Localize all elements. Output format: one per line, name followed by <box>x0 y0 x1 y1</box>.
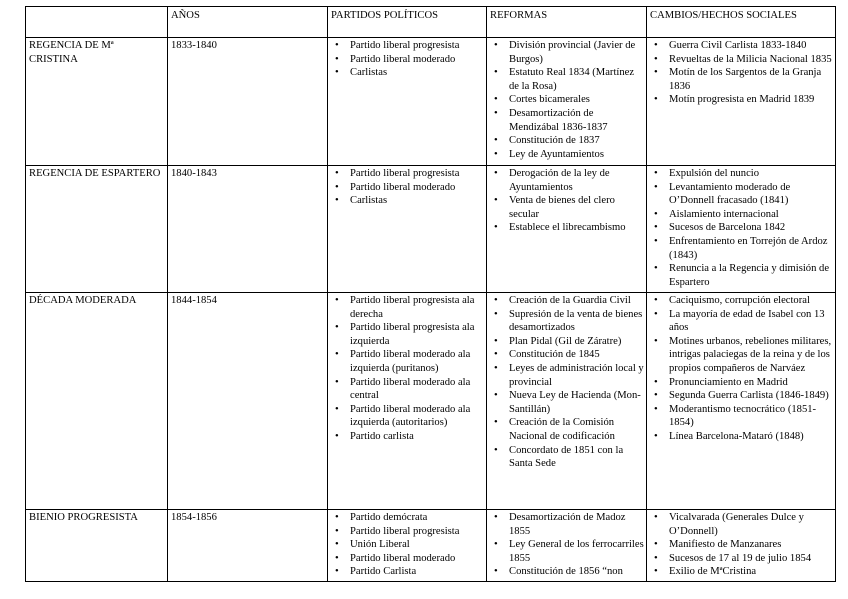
list-item: • Partido Carlista <box>331 565 484 579</box>
list-item: • Establece el librecambismo <box>490 221 644 235</box>
parties-cell <box>328 293 487 510</box>
list-item: • Desamortización de Mendizábal 1836-1837 <box>490 107 644 134</box>
list-item: • Desamortización de Madoz 1855 <box>490 511 644 538</box>
list-item: • Unión Liberal <box>331 538 484 552</box>
list-item: • Leyes de administración local y provincial <box>490 362 644 389</box>
table-row <box>26 293 836 510</box>
list-item: • Partido liberal progresista ala derecha <box>331 294 484 321</box>
list-item: • Motín de los Sargentos de la Granja 1836 <box>650 66 833 93</box>
list-item: • Guerra Civil Carlista 1833-1840 <box>650 39 833 53</box>
list-item: • Creación de la Guardia Civil <box>490 294 644 308</box>
list-item: • Partido liberal moderado ala izquierda (autoritarios) <box>331 403 484 430</box>
list-item: • Derogación de la ley de Ayuntamientos <box>490 167 644 194</box>
table-row <box>26 38 836 166</box>
social-changes-cell <box>647 166 836 293</box>
list-item: • Concordato de 1851 con la Santa Sede <box>490 444 644 471</box>
years-cell: 1844-1854 <box>168 293 328 510</box>
list-item: • Vicalvarada (Generales Dulce y O’Donnell) <box>650 511 833 538</box>
header-row <box>26 7 836 38</box>
list-item: • Ley de Ayuntamientos <box>490 148 644 162</box>
reforms-cell <box>487 510 647 582</box>
list-item: • Partido liberal progresista <box>331 167 484 181</box>
parties-cell <box>328 166 487 293</box>
list-item: • Expulsión del nuncio <box>650 167 833 181</box>
years-cell: 1854-1856 <box>168 510 328 582</box>
parties-cell <box>328 38 487 166</box>
list-item: • Manifiesto de Manzanares <box>650 538 833 552</box>
social-changes-cell <box>647 38 836 166</box>
list-item: • Venta de bienes del clero secular <box>490 194 644 221</box>
list-item: • Levantamiento moderado de O’Donnell fracasado (1841) <box>650 181 833 208</box>
list-item: • Partido liberal progresista <box>331 525 484 539</box>
header-cell-cambios: CAMBIOS/HECHOS SOCIALES <box>647 7 836 38</box>
list-item: • Línea Barcelona-Mataró (1848) <box>650 430 833 444</box>
list-item: • Enfrentamiento en Torrejón de Ardoz (1843) <box>650 235 833 262</box>
list-item: • Pronunciamiento en Madrid <box>650 376 833 390</box>
list-item: • Partido liberal progresista <box>331 39 484 53</box>
list-item: • Creación de la Comisión Nacional de codificación <box>490 416 644 443</box>
list-item: • Constitución de 1837 <box>490 134 644 148</box>
parties-cell <box>328 510 487 582</box>
list-item: • Revueltas de la Milicia Nacional 1835 <box>650 53 833 67</box>
list-item: • Estatuto Real 1834 (Martínez de la Rosa) <box>490 66 644 93</box>
years-cell: 1833-1840 <box>168 38 328 166</box>
table-row <box>26 510 836 582</box>
reforms-cell <box>487 166 647 293</box>
history-table <box>25 6 836 582</box>
table-row <box>26 166 836 293</box>
list-item: • Ley General de los ferrocarriles 1855 <box>490 538 644 565</box>
list-item: • División provincial (Javier de Burgos) <box>490 39 644 66</box>
list-item: • Caciquismo, corrupción electoral <box>650 294 833 308</box>
list-item: • Sucesos de 17 al 19 de julio 1854 <box>650 552 833 566</box>
list-item: • Partido carlista <box>331 430 484 444</box>
list-item: • Supresión de la venta de bienes desamortizados <box>490 308 644 335</box>
years-cell: 1840-1843 <box>168 166 328 293</box>
list-item: • Nueva Ley de Hacienda (Mon-Santillán) <box>490 389 644 416</box>
list-item: • Partido liberal moderado ala izquierda (puritanos) <box>331 348 484 375</box>
list-item: • Plan Pidal (Gil de Záratre) <box>490 335 644 349</box>
period-cell: REGENCIA DE Mª CRISTINA <box>26 38 168 166</box>
reforms-cell <box>487 293 647 510</box>
period-cell: REGENCIA DE ESPARTERO <box>26 166 168 293</box>
header-cell-reformas: REFORMAS <box>487 7 647 38</box>
list-item: • Partido liberal moderado <box>331 53 484 67</box>
list-item: • Carlistas <box>331 194 484 208</box>
list-item: • Partido liberal moderado ala central <box>331 376 484 403</box>
social-changes-cell <box>647 293 836 510</box>
list-item: • Aislamiento internacional <box>650 208 833 222</box>
list-item: • Carlistas <box>331 66 484 80</box>
list-item: • Motines urbanos, rebeliones militares, intrigas palaciegas de la reina y de los propios compañeros de Narváez <box>650 335 833 376</box>
list-item: • Renuncia a la Regencia y dimisión de Espartero <box>650 262 833 289</box>
list-item: • Partido liberal progresista ala izquierda <box>331 321 484 348</box>
period-cell: BIENIO PROGRESISTA <box>26 510 168 582</box>
social-changes-cell <box>647 510 836 582</box>
list-item: • Partido liberal moderado <box>331 552 484 566</box>
list-item: • Motín progresista en Madrid 1839 <box>650 93 833 107</box>
list-item: • Constitución de 1845 <box>490 348 644 362</box>
list-item: • Constitución de 1856 “non <box>490 565 644 579</box>
list-item: • Sucesos de Barcelona 1842 <box>650 221 833 235</box>
list-item: • Segunda Guerra Carlista (1846-1849) <box>650 389 833 403</box>
list-item: • Cortes bicamerales <box>490 93 644 107</box>
reforms-cell <box>487 38 647 166</box>
list-item: • La mayoría de edad de Isabel con 13 años <box>650 308 833 335</box>
header-cell-anos: AÑOS <box>168 7 328 38</box>
list-item: • Moderantismo tecnocrático (1851-1854) <box>650 403 833 430</box>
list-item: • Partido demócrata <box>331 511 484 525</box>
list-item: • Exilio de MªCristina <box>650 565 833 579</box>
period-cell: DÉCADA MODERADA <box>26 293 168 510</box>
header-cell-periodo <box>26 7 168 38</box>
list-item: • Partido liberal moderado <box>331 181 484 195</box>
header-cell-partidos: PARTIDOS POLÍTICOS <box>328 7 487 38</box>
